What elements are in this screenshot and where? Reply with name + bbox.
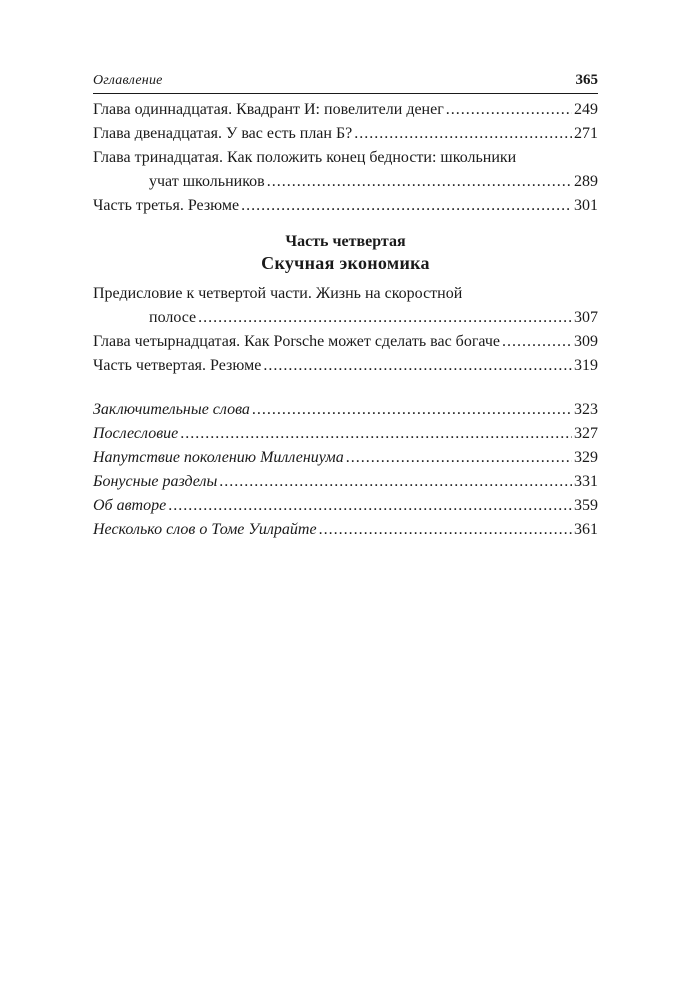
toc-entry-title: Напутствие поколению Миллениума [93,449,344,466]
toc-leader-dots [263,354,572,378]
toc-entry-page: 289 [574,173,598,190]
toc-back-matter-list [93,398,598,542]
toc-entry[interactable] [93,122,598,146]
toc-entry-title: Бонусные разделы [93,473,218,490]
toc-entry-page: 301 [574,197,598,214]
toc-entry-title: Глава двенадцатая. У вас есть план Б? [93,125,353,142]
toc-leader-dots [168,494,572,518]
toc-entry-title: Заключительные слова [93,401,250,418]
toc-entry[interactable] [93,446,598,470]
toc-entry[interactable] [93,470,598,494]
toc-entry-title-line1: Глава тринадцатая. Как положить конец бедности: школьники [93,149,517,166]
toc-entry-title: Часть третья. Резюме [93,197,240,214]
toc-leader-dots [252,398,572,422]
toc-entry-title-line1: Предисловие к четвертой части. Жизнь на скоростной [93,285,463,302]
toc-leader-dots [198,306,572,330]
toc-leader-dots [180,422,572,446]
toc-entry-page: 307 [574,309,598,326]
toc-entry-page: 331 [574,473,598,490]
toc-leader-dots [319,518,572,542]
toc-top-list [93,98,598,218]
toc-entry-page: 249 [574,101,598,118]
toc-entry[interactable] [93,194,598,218]
toc-entry[interactable] [93,494,598,518]
toc-entry[interactable] [93,282,598,330]
section-gap [93,378,598,394]
toc-entry-title: Послесловие [93,425,179,442]
page-number: 365 [575,72,598,88]
toc-leader-dots [346,446,572,470]
toc-leader-dots [446,98,572,122]
toc-leader-dots [241,194,572,218]
toc-leader-dots [219,470,572,494]
toc-leader-dots [354,122,572,146]
toc-entry-title: Глава одиннадцатая. Квадрант И: повелители денег [93,101,444,118]
toc-leader-dots [502,330,572,354]
running-title: Оглавление [93,73,163,88]
toc-leader-dots [267,170,572,194]
toc-entry[interactable] [93,330,598,354]
toc-entry-page: 329 [574,449,598,466]
toc-entry-title: Часть четвертая. Резюме [93,357,262,374]
toc-entry[interactable] [93,518,598,542]
toc-entry-page: 327 [574,425,598,442]
toc-entry-page: 319 [574,357,598,374]
toc-entry[interactable] [93,146,598,194]
toc-entry-title-line2: учат школьников [149,173,265,190]
toc-entry-page: 323 [574,401,598,418]
part-heading [93,232,598,274]
part-title: Скучная экономика [261,253,430,273]
part-label: Часть четвертая [285,233,406,250]
toc-entry-title-line2: полосе [149,309,197,326]
toc-entry[interactable] [93,354,598,378]
toc-entry[interactable] [93,422,598,446]
toc-entry-title: Несколько слов о Томе Уилрайте [93,521,317,538]
toc-entry-page: 359 [574,497,598,514]
toc-entry-page: 361 [574,521,598,538]
toc-entry-title: Глава четырнадцатая. Как Porsche может сделать вас богаче [93,333,500,350]
running-head [93,72,598,94]
toc-page [93,72,598,542]
toc-entry[interactable] [93,98,598,122]
toc-entry-page: 309 [574,333,598,350]
toc-entry[interactable] [93,398,598,422]
toc-entry-page: 271 [574,125,598,142]
toc-entry-title: Об авторе [93,497,167,514]
toc-part4-list [93,282,598,378]
